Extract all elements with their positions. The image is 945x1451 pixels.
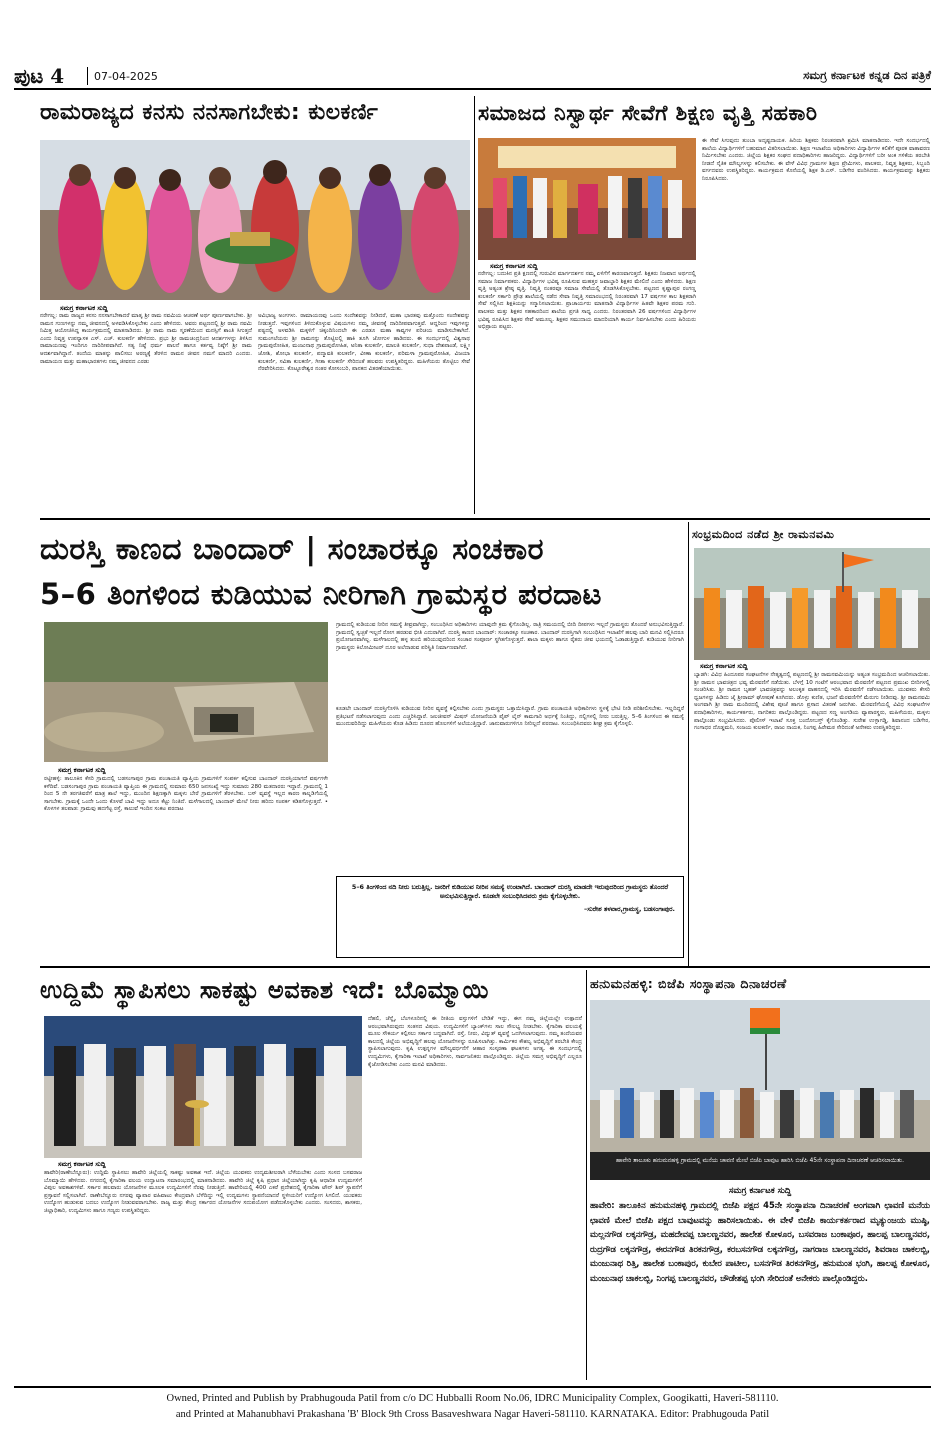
article-1-headline: ರಾಮರಾಜ್ಯದ ಕನಸು ನನಸಾಗಬೇಕು: ಕುಲಕರ್ಣಿ [40, 100, 379, 125]
article-2-column-2: ಈ ಸೇವೆ ಸಿಗುವುದು ತುಂಬಾ ಅದೃಷ್ಟದಾಯಕ. ಹಿರಿಯ ಶಿಕ್ಷಕರು ನಿರಂತರವಾಗಿ ಶ್ರಮಿಸಿ ಮಾತನಾಡಿದರು. ಇದೇ ಸಂದರ್ಭದಲ್ಲಿ ಶಾಲೆಯ ವಿದ್ಯಾರ್ಥಿಗಳಿಗೆ ಬಹುಮಾನ ವಿತರಿಸಲಾಯಿತು. ಶಿಕ್ಷಣ ಇಲಾಖೆಯ ಅಧಿಕಾರಿಗಳು ವಿದ್ಯಾರ್ಥಿಗಳ ಕಲಿಕೆಗೆ ಪೂರಕ ವಾತಾವರಣ ನಿರ್ಮಿಸಬೇಕು ಎಂದರು. ಜಿಲ್ಲೆಯ ಶಿಕ್ಷಕರ ಸಂಘದ ಪದಾಧಿಕಾರಿಗಳು ಹಾಜರಿದ್ದರು. ವಿದ್ಯಾರ್ಥಿಗಳಿಗೆ ಬರೀ ಅಂಕ ಗಳಿಕೆಯ ತರಬೇತಿ ನೀಡದೆ ನೈತಿಕ ಮೌಲ್ಯಗಳನ್ನು ಕಲಿಸಬೇಕು. ಈ ವೇಳೆ ವಿವಿಧ ಗ್ರಾಮಗಳ ಶಿಕ್ಷಣ ಪ್ರೇಮಿಗಳು, ಪಾಲಕರು, ನಿವೃತ್ತ ಶಿಕ್ಷಕರು, ಸಿಬ್ಬಂದಿ ವರ್ಗದವರು ಉಪಸ್ಥಿತರಿದ್ದರು. ಕಾರ್ಯಕ್ರಮದ ಕೊನೆಯಲ್ಲಿ ಶಿಕ್ಷಕ ಡಿ.ಎಸ್. ಬಡಿಗೇರ ವಂದಿಸಿದರು. ಕಾರ್ಯಕ್ರಮವನ್ನು ಶಿಕ್ಷಕರು ನಿರೂಪಿಸಿದರು. [702, 138, 930, 182]
article-4-byline: ಸಮಗ್ರ ಕರ್ನಾಟಕ ಸುದ್ದಿ [700, 662, 748, 670]
quote-text: 5–6 ತಿಂಗಳಿಂದ ನದಿ ನೀರು ಬರುತ್ತಿಲ್ಲ. ಜನರಿಗೆ ಕುಡಿಯುವ ನೀರಿನ ಸಮಸ್ಯೆ ಉಂಟಾಗಿದೆ. ಬಾಂದಾರ್ ದುರಸ್ತಿ ಮಾಡದೇ ಇರುವುದರಿಂದ ಗ್ರಾಮಸ್ಥರು ತೊಂದರೆ ಅನುಭವಿಸುತ್ತಿದ್ದಾರೆ. ಕೂಡಲೇ ಸಂಬಂಧಿಸಿದವರು ಕ್ರಮ ಕೈಗೊಳ್ಳಬೇಕು. [351, 883, 669, 900]
inauguration-lamp-photo [44, 1016, 362, 1158]
article-3-column-2: ರಟ್ಟೀಹಳ್ಳಿ: ತಾಲೂಕಿನ ಕೆಸರಿ ಗ್ರಾಮದಲ್ಲಿ ಬಡಸಂಗಾಪುರ ಗ್ರಾಮ ಪಂಚಾಯತಿ ವ್ಯಾಪ್ತಿಯ ಗ್ರಾಮಗಳಿಗೆ ಸಂಪರ್ಕ ಕಲ್ಪಿಸುವ ಬಾಂದಾರ್ ದುರಸ್ತಿಯಾಗದೆ ವರ್ಷಗಳೇ ಕಳೆದಿವೆ. ಬಡಸಂಗಾಪುರ ಗ್ರಾಮ ಪಂಚಾಯತಿ ವ್ಯಾಪ್ತಿಯ ಈ ಗ್ರಾಮದಲ್ಲಿ ಸುಮಾರು 650 ಜನಸಂಖ್ಯೆ ಇದ್ದು ಸುಮಾರು 280 ಮತದಾರರು ಇದ್ದಾರೆ. ಗ್ರಾಮದಲ್ಲಿ 1 ರಿಂದ 5 ನೇ ತರಗತಿವರೆಗೆ ಮಾತ್ರ ಶಾಲೆ ಇದ್ದು, ಮುಂದಿನ ಶಿಕ್ಷಣಕ್ಕಾಗಿ ಮಕ್ಕಳು ಬೇರೆ ಗ್ರಾಮಗಳಿಗೆ ತೆರಳಬೇಕು. ಬಸ್ ವ್ಯವಸ್ಥೆ ಇಲ್ಲದ ಕಾರಣ ಕಾಲ್ನಡಿಗೆಯಲ್ಲಿ ಸಾಗಬೇಕು. ಗ್ರಾಮಕ್ಕೆ ಒಂದೇ ಒಂದು ಕೊಳವೆ ಬಾವಿ ಇದ್ದು ಅದೂ ಕೆಟ್ಟು ನಿಂತಿದೆ. ಮಳೆಗಾಲದಲ್ಲಿ ಬಾಂದಾರ್ ಮೇಲೆ ನೀರು ಹರಿದು ಸಂಪರ್ಕ ಕಡಿತಗೊಳ್ಳುತ್ತದೆ. • ಕೊಳಗಳ ತಲಪಾಡ: ಗ್ರಾಮವು ಹದಗೆಟ್ಟ ರಸ್ತೆ, ಕಾಲುವೆ ಇಂದಿನ ಸಂಕಟ ಪರದಾಟ [44, 776, 328, 813]
newspaper-name: ಸಮಗ್ರ ಕರ್ನಾಟಕ ಕನ್ನಡ ದಿನ ಪತ್ರಿಕೆ [803, 68, 931, 82]
quote-author: –ಸುರೇಶ ತಳವಾರ,ಗ್ರಾಮಸ್ಥ, ಬಡಸಂಗಾಪುರ. [584, 905, 675, 913]
article-6-photo [590, 1000, 930, 1152]
article-2-photo [478, 138, 696, 260]
section-rule [40, 966, 930, 968]
article-6-byline: ಸಮಗ್ರ ಕರ್ನಾಟಕ ಸುದ್ದಿ [728, 1186, 792, 1196]
footer-line-1: Owned, Printed and Publish by Prabhugouda Patil from c/o DC Hubballi Room No.06, IDRC Municipality Complex, Googikatti, Haveri-581110. [166, 1393, 779, 1404]
article-4-column-1: ಬ್ಯಾಡಗಿ: ವಿವಿಧ ಹಿಂದೂಪರ ಸಂಘಟನೆಗಳ ನೇತೃತ್ವದಲ್ಲಿ ಪಟ್ಟಣದಲ್ಲಿ ಶ್ರೀ ರಾಮನವಮಿಯನ್ನು ಅತ್ಯಂತ ಸಂಭ್ರಮದಿಂದ ಆಚರಿಸಲಾಯಿತು. ಶ್ರೀ ರಾಮನ ಭಾವಚಿತ್ರದ ಭವ್ಯ ಮೆರವಣಿಗೆ ನಡೆಯಿತು. ಬೆಳಗ್ಗೆ 10 ಗಂಟೆಗೆ ಆರಂಭವಾದ ಮೆರವಣಿಗೆ ಪಟ್ಟಣದ ಪ್ರಮುಖ ಬೀದಿಗಳಲ್ಲಿ ಸಂಚರಿಸಿತು. ಶ್ರೀ ರಾಮನ ಬೃಹತ್ ಭಾವಚಿತ್ರವನ್ನು ಅಲಂಕೃತ ವಾಹನದಲ್ಲಿ ಇರಿಸಿ ಮೆರವಣಿಗೆ ನಡೆಸಲಾಯಿತು. ಯುವಕರು ಕೇಸರಿ ಧ್ವಜಗಳನ್ನು ಹಿಡಿದು ಜೈ ಶ್ರೀರಾಮ್ ಘೋಷಣೆ ಕೂಗಿದರು. ಡೊಳ್ಳು ಕುಣಿತ, ಭಜನೆ ಮೆರವಣಿಗೆಗೆ ಮೆರುಗು ನೀಡಿದವು. ಶ್ರೀ ರಾಮನವಮಿ ಅಂಗವಾಗಿ ಶ್ರೀ ರಾಮ ಮಂದಿರದಲ್ಲಿ ವಿಶೇಷ ಪೂಜೆ ಹಾಗೂ ಪ್ರಸಾದ ವಿತರಣೆ ಜರುಗಿತು. ಮೆರವಣಿಗೆಯಲ್ಲಿ ವಿವಿಧ ಸಂಘಟನೆಗಳ ಪದಾಧಿಕಾರಿಗಳು, ಕಾರ್ಯಕರ್ತರು, ನಾಗರಿಕರು ಪಾಲ್ಗೊಂಡಿದ್ದರು. ಪಟ್ಟಣದ ಸಣ್ಣ ಅಂಗಡಿಯ ವ್ಯಾಪಾರಸ್ಥರು, ಮಹಿಳೆಯರು, ಮಕ್ಕಳು ಪಾಲ್ಗೊಂಡು ಸಂಭ್ರಮಿಸಿದರು. ಪೊಲೀಸ್ ಇಲಾಖೆ ಸೂಕ್ತ ಬಂದೋಬಸ್ತ್ ಕೈಗೊಂಡಿತ್ತು. ಸುರೇಶ ಉಳ್ಳಾಗಡ್ಡಿ, ಶಿವಾನಂದ ಬಡಿಗೇರ, ಗಂಗಾಧರ ದೊಡ್ಡಮನಿ, ಸಂಜಯ ಕುಲಕರ್ಣಿ, ರಾಜು ನಾಯಕ, ನಿಂಗಪ್ಪ ಹಿರೇಮಠ ಸೇರಿದಂತೆ ಅನೇಕರು ಉಪಸ್ಥಿತರಿದ್ದರು. [694, 672, 930, 732]
felicitation-stage-photo [478, 138, 696, 260]
article-6-caption: ಹಾವೇರಿ ತಾಲೂಕು ಹನುಮನಹಳ್ಳಿ ಗ್ರಾಮದಲ್ಲಿ ಮನೆಯ ಚಾವಣಿ ಮೇಲೆ ಬಿಜೆಪಿ ಬಾವುಟ ಹಾರಿಸಿ ಬಿಜೆಪಿ 45ನೇ ಸಂಸ್ಥಾಪನಾ ದಿನಾಚರಣೆ ಆಚರಿಸಲಾಯಿತು. [590, 1152, 930, 1180]
article-1-photo [40, 140, 470, 300]
article-5-photo [44, 1016, 362, 1158]
article-4-photo [694, 548, 930, 660]
article-6-body: ಹಾವೇರಿ: ತಾಲೂಕಿನ ಹನುಮನಹಳ್ಳಿ ಗ್ರಾಮದಲ್ಲಿ ಬಿಜೆಪಿ ಪಕ್ಷದ 45ನೇ ಸಂಸ್ಥಾಪನಾ ದಿನಾಚರಣೆ ಅಂಗವಾಗಿ ಛಾವಣಿ ಮನೆಯ ಛಾವಣಿ ಮೇಲೆ ಬಿಜೆಪಿ ಪಕ್ಷದ ಬಾವುಟವನ್ನು ಹಾರಿಸಲಾಯಿತು. ಈ ವೇಳೆ ಬಿಜೆಪಿ ಕಾರ್ಯಕರ್ತರಾದ ಮೃತ್ಯುಂಜಯ ಮುಷ್ಠಿ, ಮಲ್ಲನಗೌಡ ಲಕ್ಕನಗೌಡ್ರ, ಮಹದೇವಪ್ಪ ಬಾಲಣ್ಣನವರ, ಹಾಲೇಶ ಕೋಳೂರ, ಬಸವರಾಜ ಬಂಕಾಪೂರ, ಹಾಲಪ್ಪ ಬಾಲಣ್ಣನವರ, ರುದ್ರಗೌಡ ಲಕ್ಕನಗೌಡ್ರ, ಈರನಗೌಡ ತಿರಕನಗೌಡ್ರ, ಕರಬಸನಗೌಡ ಲಕ್ಕನಗೌಡ್ರ, ನಾಗರಾಜ ಬಾಲಣ್ಣನವರ, ಶಿವರಾಜ ಚಾಕಲಬ್ಬಿ, ಮಂಜುನಾಥ ರಿತ್ತಿ, ಹಾಲೇಶ ಬಂಕಾಪುರ, ಕುಬೇರ ಪಾಟೀಲ, ಬಸನಗೌಡ ತಿರಕನಗೌಡ್ರ, ಹನುಮಂತ ಭಂಗಿ, ಹಾಲಪ್ಪ ಕೋಳೂರ, ಮಂಜುನಾಥ ಚಾಕಲಬ್ಬಿ, ನಿಂಗಪ್ಪ ಬಾಲಣ್ಣನವರ, ಚೌಡೇಶಪ್ಪ ಭಂಗಿ ಸೇರಿದಂತೆ ಅನೇಕರು ಪಾಲ್ಗೊಂಡಿದ್ದರು. [590, 1200, 930, 1283]
column-rule [688, 522, 689, 968]
damaged-barrage-photo [44, 622, 328, 762]
masthead-divider [87, 67, 88, 85]
article-5-byline: ಸಮಗ್ರ ಕರ್ನಾಟಕ ಸುದ್ದಿ [58, 1160, 106, 1168]
article-3-byline: ಸಮಗ್ರ ಕರ್ನಾಟಕ ಸುದ್ದಿ [58, 766, 106, 774]
column-rule [474, 96, 475, 514]
article-5-column-2: ದೆಹಲಿ, ಚೆನ್ನೈ, ಬೆಂಗಳೂರಿನಲ್ಲಿ ಈ ರೀತಿಯ ವಸ್ತುಗಳಿಗೆ ಬೇಡಿಕೆ ಇದ್ದು, ಈಗ ನಮ್ಮ ಜಿಲ್ಲೆಯಲ್ಲೇ ಉತ್ಪಾದನೆ ಆರಂಭವಾಗಿರುವುದು ಸಂತಸದ ವಿಷಯ. ಉದ್ಯಮಿಗಳಿಗೆ ಬ್ಯಾಂಕ್‌ಗಳು ಸಾಲ ಸೌಲಭ್ಯ ನೀಡಬೇಕು. ಕೈಗಾರಿಕಾ ವಲಯಕ್ಕೆ ಮೂಲ ಸೌಕರ್ಯ ಕಲ್ಪಿಸಲು ಸರ್ಕಾರ ಬದ್ಧವಾಗಿದೆ. ರಸ್ತೆ, ನೀರು, ವಿದ್ಯುತ್ ವ್ಯವಸ್ಥೆ ಒದಗಿಸಲಾಗುವುದು. ನಮ್ಮ ತಂದೆಯವರ ಕಾಲದಲ್ಲಿ ಜಿಲ್ಲೆಯ ಅಭಿವೃದ್ಧಿಗೆ ಹಲವು ಯೋಜನೆಗಳನ್ನು ರೂಪಿಸಲಾಗಿತ್ತು. ಕಾರ್ಮಿಕರ ಕೌಶಲ್ಯ ಅಭಿವೃದ್ಧಿಗೆ ತರಬೇತಿ ಕೇಂದ್ರ ಸ್ಥಾಪಿಸಲಾಗುವುದು. ಕೃಷಿ ಉತ್ಪನ್ನಗಳ ಮೌಲ್ಯವರ್ಧನೆಗೆ ಆಹಾರ ಸಂಸ್ಕರಣಾ ಘಟಕಗಳು ಅಗತ್ಯ. ಈ ಸಂದರ್ಭದಲ್ಲಿ ಉದ್ಯಮಿಗಳು, ಕೈಗಾರಿಕಾ ಇಲಾಖೆ ಅಧಿಕಾರಿಗಳು, ಸಾರ್ವಜನಿಕರು ಪಾಲ್ಗೊಂಡಿದ್ದರು. ಜಿಲ್ಲೆಯ ಸಮಗ್ರ ಅಭಿವೃದ್ಧಿಗೆ ಎಲ್ಲರೂ ಕೈಜೋಡಿಸಬೇಕು ಎಂದು ಮನವಿ ಮಾಡಿದರು. [368, 1016, 582, 1068]
article-2-column-1: ನರೇಗಲ್ಲ: ಬದುಕಿನ ಪ್ರತಿ ಕ್ಷಣದಲ್ಲಿ ಗುರುವಿನ ಮಾರ್ಗದರ್ಶನ ನಮ್ಮ ಏಳಿಗೆಗೆ ಕಾರಣವಾಗುತ್ತದೆ. ಶಿಕ್ಷಕರು ನಿಜವಾದ ಅರ್ಥದಲ್ಲಿ ಸಮಾಜ ನಿರ್ಮಾಪಕರು. ವಿದ್ಯಾರ್ಥಿಗಳ ಭವಿಷ್ಯ ರೂಪಿಸುವ ಮಹತ್ತರ ಜವಾಬ್ದಾರಿ ಶಿಕ್ಷಕರ ಮೇಲಿದೆ ಎಂದು ಹೇಳಿದರು. ಶಿಕ್ಷಣ ವೃತ್ತಿ ಅತ್ಯಂತ ಶ್ರೇಷ್ಠ ವೃತ್ತಿ. ನಿವೃತ್ತಿ ನಂತರವೂ ಸಮಾಜ ಸೇವೆಯಲ್ಲಿ ತೊಡಗಿಸಿಕೊಳ್ಳಬೇಕು. ಪಟ್ಟಣದ ಕೃಷ್ಣಾಪುರ ರಂಗಣ್ಣ ಕುಲಕರ್ಣಿ ಸರ್ಕಾರಿ ಪ್ರೌಢ ಶಾಲೆಯಲ್ಲಿ ನಡೆದ ಸೇವಾ ನಿವೃತ್ತಿ ಸಮಾರಂಭದಲ್ಲಿ ನಿರಂತರವಾಗಿ 17 ವರ್ಷಗಳ ಕಾಲ ಶಿಕ್ಷಕರಾಗಿ ಸೇವೆ ಸಲ್ಲಿಸಿದ ಶಿಕ್ಷಕಿಯನ್ನು ಸನ್ಮಾನಿಸಲಾಯಿತು. ಪ್ರಾಚಾರ್ಯರು ಮಾತನಾಡಿ ವಿದ್ಯಾರ್ಥಿಗಳ ಹಿತವೇ ಶಿಕ್ಷಕರ ಪರಮ ಗುರಿ. ಪಾಲಕರು ಮತ್ತು ಶಿಕ್ಷಕರ ಸಹಕಾರದಿಂದ ಶಾಲೆಯ ಪ್ರಗತಿ ಸಾಧ್ಯ ಎಂದರು. ನಿರಂತರವಾಗಿ 26 ವರ್ಷಗಳಿಂದ ವಿದ್ಯಾರ್ಥಿಗಳ ಭವಿಷ್ಯ ರೂಪಿಸಿದ ಶಿಕ್ಷಕರ ಸೇವೆ ಅಮೂಲ್ಯ. ಶಿಕ್ಷಕರ ಸಮುದಾಯ ಮಾದರಿಯಾಗಿ ಕಾರ್ಯ ನಿರ್ವಹಿಸಬೇಕು ಎಂದು ಹಿರಿಯರು ಅಭಿಪ್ರಾಯ ಪಟ್ಟರು. [478, 271, 696, 331]
masthead [14, 64, 931, 90]
article-5-headline: ಉದ್ದಿಮೆ ಸ್ಥಾಪಿಸಲು ಸಾಕಷ್ಟು ಅವಕಾಶ ಇದೆ: ಬೊಮ್ಮಾಯಿ [40, 976, 489, 1004]
column-rule [586, 970, 587, 1380]
quote-box [336, 876, 684, 958]
footer-line-2: and Printed at Mahanubhavi Prakashana 'B' Block 9th Cross Basaveshwara Nagar Haveri-581110. KARNATAKA. Editor: Prabhugouda Patil [175, 1409, 770, 1420]
article-1-byline: ಸಮಗ್ರ ಕರ್ನಾಟಕ ಸುದ್ದಿ [60, 304, 108, 312]
article-3-column-3: ಕೂಡಲೇ ಬಾಂದಾರ್ ದುರಸ್ತಿಗೊಳಿಸಿ ಕುಡಿಯುವ ನೀರಿನ ವ್ಯವಸ್ಥೆ ಕಲ್ಪಿಸಬೇಕು ಎಂದು ಗ್ರಾಮಸ್ಥರು ಒತ್ತಾಯಿಸಿದ್ದಾರೆ. ಗ್ರಾಮ ಪಂಚಾಯತಿ ಅಧಿಕಾರಿಗಳು ಸ್ಥಳಕ್ಕೆ ಭೇಟಿ ನೀಡಿ ಪರಿಶೀಲಿಸಬೇಕು. ಇಲ್ಲದಿದ್ದರೆ ಪ್ರತಿಭಟನೆ ನಡೆಸಲಾಗುವುದು ಎಂದು ಎಚ್ಚರಿಸಿದ್ದಾರೆ. ಜಲಜೀವನ್ ಮಿಷನ್ ಯೋಜನೆಯಡಿ ಪೈಪ್ ಲೈನ್ ಕಾಮಗಾರಿ ಅರ್ಧಕ್ಕೆ ನಿಂತಿದ್ದು, ನಲ್ಲಿಗಳಲ್ಲಿ ನೀರು ಬರುತ್ತಿಲ್ಲ. 5–6 ತಿಂಗಳಿಂದ ಈ ಸಮಸ್ಯೆ ಮುಂದುವರಿದಿದ್ದು ಮಹಿಳೆಯರು ಕೊಡ ಹಿಡಿದು ದೂರದ ಹೊಲಗಳಿಗೆ ಅಲೆಯುತ್ತಿದ್ದಾರೆ. ಜಾನುವಾರುಗಳಿಗೂ ನೀರಿಲ್ಲದೆ ಪರದಾಟ. ಸಂಬಂಧಿಸಿದವರು ಶೀಘ್ರ ಕ್ರಮ ಕೈಗೊಳ್ಳಲಿ. [336, 706, 684, 728]
article-3-photo [44, 622, 328, 762]
article-3-subheadline: 5–6 ತಿಂಗಳಿಂದ ಕುಡಿಯುವ ನೀರಿಗಾಗಿ ಗ್ರಾಮಸ್ಥರ ಪರದಾಟ [40, 577, 602, 611]
article-5-column-1: ಹಾವೇರಿ(ರಾಣೇಬೆನ್ನೂರು): ಉದ್ದಿಮೆ ಸ್ಥಾಪಿಸಲು ಹಾವೇರಿ ಜಿಲ್ಲೆಯಲ್ಲಿ ಸಾಕಷ್ಟು ಅವಕಾಶ ಇದೆ. ಜಿಲ್ಲೆಯ ಯುವಕರು ಉದ್ಯಮಶೀಲರಾಗಿ ಬೆಳೆಯಬೇಕು ಎಂದು ಸಂಸದ ಬಸವರಾಜ ಬೊಮ್ಮಾಯಿ ಹೇಳಿದರು. ನಗರದಲ್ಲಿ ಕೈಗಾರಿಕಾ ವಲಯ ಉದ್ಘಾಟನಾ ಸಮಾರಂಭದಲ್ಲಿ ಮಾತನಾಡಿದರು. ಹಾವೇರಿ ಜಿಲ್ಲೆ ಕೃಷಿ ಪ್ರಧಾನ ಜಿಲ್ಲೆಯಾಗಿದ್ದು ಕೃಷಿ ಆಧಾರಿತ ಉದ್ಯಮಗಳಿಗೆ ವಿಪುಲ ಅವಕಾಶಗಳಿವೆ. ಸರ್ಕಾರ ಹಲವಾರು ಯೋಜನೆಗಳ ಮೂಲಕ ಉದ್ಯಮಿಗಳಿಗೆ ನೆರವು ನೀಡುತ್ತಿದೆ. ಹಾವೇರಿಯಲ್ಲಿ 400 ಎಕರೆ ಪ್ರದೇಶದಲ್ಲಿ ಕೈಗಾರಿಕಾ ಟೌನ್ ಶಿಪ್ ಸ್ಥಾಪನೆಗೆ ಪ್ರಸ್ತಾವನೆ ಸಲ್ಲಿಸಲಾಗಿದೆ. ರಾಣೇಬೆನ್ನೂರು ನಗರವು ವ್ಯಾಪಾರ ವಹಿವಾಟು ಕೇಂದ್ರವಾಗಿ ಬೆಳೆದಿದ್ದು ಇಲ್ಲಿ ಉದ್ಯಮಗಳು ಸ್ಥಾಪನೆಯಾದರೆ ಸ್ಥಳೀಯರಿಗೆ ಉದ್ಯೋಗ ಸಿಗಲಿದೆ. ಯುವಕರು ಉದ್ಯೋಗ ಹುಡುಕುವ ಬದಲು ಉದ್ಯೋಗ ನೀಡುವವರಾಗಬೇಕು. ರಾಜ್ಯ ಮತ್ತು ಕೇಂದ್ರ ಸರ್ಕಾರದ ಯೋಜನೆಗಳ ಸದುಪಯೋಗ ಪಡೆದುಕೊಳ್ಳಬೇಕು ಎಂದರು. ಸಂಸದರು, ಶಾಸಕರು, ಜಿಲ್ಲಾಧಿಕಾರಿ, ಉದ್ಯಮಿಗಳು ಹಾಗೂ ಗಣ್ಯರು ಉಪಸ್ಥಿತರಿದ್ದರು. [44, 1170, 362, 1214]
article-3-headline: ದುರಸ್ತಿ ಕಾಣದ ಬಾಂದಾರ್ | ಸಂಚಾರಕ್ಕೂ ಸಂಚಕಾರ [40, 532, 544, 567]
article-4-headline: ಸಂಭ್ರಮದಿಂದ ನಡೆದ ಶ್ರೀ ರಾಮನವಮಿ [692, 528, 835, 541]
article-2-byline: ಸಮಗ್ರ ಕರ್ನಾಟಕ ಸುದ್ದಿ [490, 262, 538, 270]
article-3-column-1: ಗ್ರಾಮದಲ್ಲಿ ಕುಡಿಯುವ ನೀರಿನ ಸಮಸ್ಯೆ ತೀವ್ರವಾಗಿದ್ದು, ಸಂಬಂಧಿಸಿದ ಅಧಿಕಾರಿಗಳು ಯಾವುದೇ ಕ್ರಮ ಕೈಗೊಂಡಿಲ್ಲ. ರಾತ್ರಿ ಸಮಯದಲ್ಲಿ ಬೀದಿ ದೀಪಗಳು ಇಲ್ಲದೆ ಗ್ರಾಮಸ್ಥರು ತೊಂದರೆ ಅನುಭವಿಸುತ್ತಿದ್ದಾರೆ. ಗ್ರಾಮದಲ್ಲಿ ಸ್ವಚ್ಛತೆ ಇಲ್ಲದೆ ರೋಗ ಹರಡುವ ಭೀತಿ ಎದುರಾಗಿದೆ. ದುರಸ್ತಿ ಕಾಣದ ಬಾಂದಾರ್: ಸಂಚಾರಕ್ಕೂ ಸಂಚಕಾರ. ಬಾಂದಾರ್ ದುರಸ್ತಿಗಾಗಿ ಸಂಬಂಧಿಸಿದ ಇಲಾಖೆಗೆ ಹಲವು ಬಾರಿ ಮನವಿ ಸಲ್ಲಿಸಿದರೂ ಪ್ರಯೋಜನವಾಗಿಲ್ಲ. ಮಳೆಗಾಲದಲ್ಲಿ ಹಳ್ಳ ತುಂಬಿ ಹರಿಯುವುದರಿಂದ ಸಂಚಾರ ಸಂಪೂರ್ಣ ಸ್ಥಗಿತಗೊಳ್ಳುತ್ತದೆ. ಶಾಲಾ ಮಕ್ಕಳು ಹಾಗೂ ರೈತರು ಜೀವ ಭಯದಲ್ಲಿ ಓಡಾಡುತ್ತಿದ್ದಾರೆ. ಕುಡಿಯುವ ನೀರಿಗಾಗಿ ಗ್ರಾಮಸ್ಥರು ಕಿಲೋಮೀಟರ್ ದೂರ ಅಲೆದಾಡುವ ಪರಿಸ್ಥಿತಿ ನಿರ್ಮಾಣವಾಗಿದೆ. [336, 622, 684, 651]
women-ritual-photo [40, 140, 470, 300]
article-1-column-2: ಅವಿಭಾಜ್ಯ ಅಂಗಗಳು. ರಾಮಾಯಣವು ಒಂದು ಸಂದೇಶವನ್ನು ನೀಡಿದರೆ, ಮಹಾ ಭಾರತವು ಮತ್ತೊಂದು ಸಂದೇಶವನ್ನು ನೀಡುತ್ತದೆ. ಇವುಗಳಿಂದ ತಿಳಿದುಕೊಳ್ಳುವ ವಿಷಯಗಳು ನಮ್ಮ ಜೀವನಕ್ಕೆ ದಾರಿದೀಪವಾಗುತ್ತವೆ. ಆದ್ದರಿಂದ ಇವುಗಳನ್ನು ಪಠ್ಯದಲ್ಲಿ ಅಳವಡಿಸಿ ಮಕ್ಕಳಿಗೆ ಚಿಕ್ಕಂದಿನಿಂದಲೇ ಈ ಎರಡೂ ಮಹಾ ಕಾವ್ಯಗಳ ಪರಿಚಯ ಮಾಡಿಸಬೇಕಾಗಿದೆ. ಸುಮಂಗಲೆಯರು ಶ್ರೀ ರಾಮನನ್ನು ತೊಟ್ಟಿಲಲ್ಲಿ ಹಾಕಿ ತೂಗಿ ಜೋಗುಳ ಹಾಡಿದರು. ಈ ಸಂದರ್ಭದಲ್ಲಿ ವಿಶ್ವನಾಥ ಗ್ರಾಮಪುರೋಹಿತ, ಮಂಜುನಾಥ ಗ್ರಾಮಪುರೋಹಿತ, ಅನಿತಾ ಕುಲಕರ್ಣಿ, ಮಾಲತಿ ಕುಲಕರ್ಣಿ, ಸುಧಾ ದೇಶಪಾಂಡೆ, ಲಕ್ಷ್ಮೀ ಜೋಶಿ, ಶೋಭಾ ಕುಲಕರ್ಣಿ, ಪದ್ಮಾವತಿ ಕುಲಕರ್ಣಿ, ವೀಣಾ ಕುಲಕರ್ಣಿ, ಪರಿಮಳಾ ಗ್ರಾಮಪುರೋಹಿತ, ವಿಜಯಾ ಕುಲಕರ್ಣಿ, ಸವಿತಾ ಕುಲಕರ್ಣಿ, ಗೀತಾ ಕುಲಕರ್ಣಿ ಸೇರಿದಂತೆ ಹಲವರು ಉಪಸ್ಥಿತರಿದ್ದರು. ಮಹಿಳೆಯರು ತೊಟ್ಟಿಲು ಸೇವೆ ನೆರವೇರಿಸಿದರು. ಕೊಟ್ಟೂರೇಶ್ವರ ನಂತರ ಕೋಸಂಬರಿ, ಪಾನಕದ ವಿತರಣೆಯಾಯಿತು. [258, 313, 470, 373]
footer-rule [14, 1386, 931, 1388]
article-2-headline: ಸಮಾಜದ ನಿಸ್ವಾರ್ಥ ಸೇವೆಗೆ ಶಿಕ್ಷಣ ವೃತ್ತಿ ಸಹಕಾರಿ [478, 101, 818, 125]
ramanavami-procession-photo [694, 548, 930, 660]
page-number: ಪುಟ 4 [14, 64, 65, 88]
bjp-flag-hoisting-photo [590, 1000, 930, 1152]
section-rule [40, 518, 930, 520]
article-1-column-1: ನರೇಗಲ್ಲ: ರಾಮ ರಾಜ್ಯದ ಕನಸು ನನಸಾಗಬೇಕಾದರೆ ಮಾತೃ ಶ್ರೀ ರಾಮ ನವಮಿಯ ಆಚರಣೆ ಅರ್ಥ ಪೂರ್ಣವಾಗಬೇಕು. ಶ್ರೀ ರಾಮನ ಗುಣಗಳನ್ನು ನಮ್ಮ ಜೀವನದಲ್ಲಿ ಅಳವಡಿಸಿಕೊಳ್ಳಬೇಕು ಎಂದು ಹೇಳಿದರು. ಅವರು ಪಟ್ಟಣದಲ್ಲಿ ಶ್ರೀ ರಾಮ ನವಮಿ ನಿಮಿತ್ತ ಆಯೋಜಿಸಿದ್ದ ಕಾರ್ಯಕ್ರಮದಲ್ಲಿ ಮಾತನಾಡಿದರು. ಶ್ರೀ ರಾಮ ನಾಮ ಸ್ಮರಣೆಯಿಂದ ಮನಸ್ಸಿಗೆ ಶಾಂತಿ ಸಿಗುತ್ತದೆ ಎಂದು ನಿವೃತ್ತ ಉಪನ್ಯಾಸಕ ಎಸ್. ಎಚ್. ಕುಲಕರ್ಣಿ ಹೇಳಿದರು. ಪ್ರಭು ಶ್ರೀ ರಾಮಚಂದ್ರನಿಂದ ಆದರ್ಶಗಳನ್ನು ತಿಳಿಸಿದ ರಾಮಾಯಣವು ಇಂದಿಗೂ ದಾರಿದೀಪವಾಗಿದೆ. ಸತ್ಯ ನಿಷ್ಠೆ ಧರ್ಮ ಪಾಲನೆ ಹಾಗೂ ಕರ್ತವ್ಯ ನಿಷ್ಠೆಗೆ ಶ್ರೀ ರಾಮ ಆದರ್ಶವಾಗಿದ್ದಾನೆ. ತಂದೆಯ ಮಾತನ್ನು ಪಾಲಿಸಲು ಅರಣ್ಯಕ್ಕೆ ತೆರಳಿದ ರಾಮನ ಜೀವನ ನಮಗೆ ಮಾದರಿ ಎಂದರು. ರಾಮಾಯಣ ಮತ್ತು ಮಹಾಭಾರತಗಳು ನಮ್ಮ ಜೀವನದ ಎರಡು [40, 313, 252, 365]
article-6-headline: ಹನುಮನಹಳ್ಳಿ: ಬಿಜೆಪಿ ಸಂಸ್ಥಾಪನಾ ದಿನಾಚರಣೆ [590, 976, 787, 991]
page-date: 07-04-2025 [94, 70, 158, 83]
